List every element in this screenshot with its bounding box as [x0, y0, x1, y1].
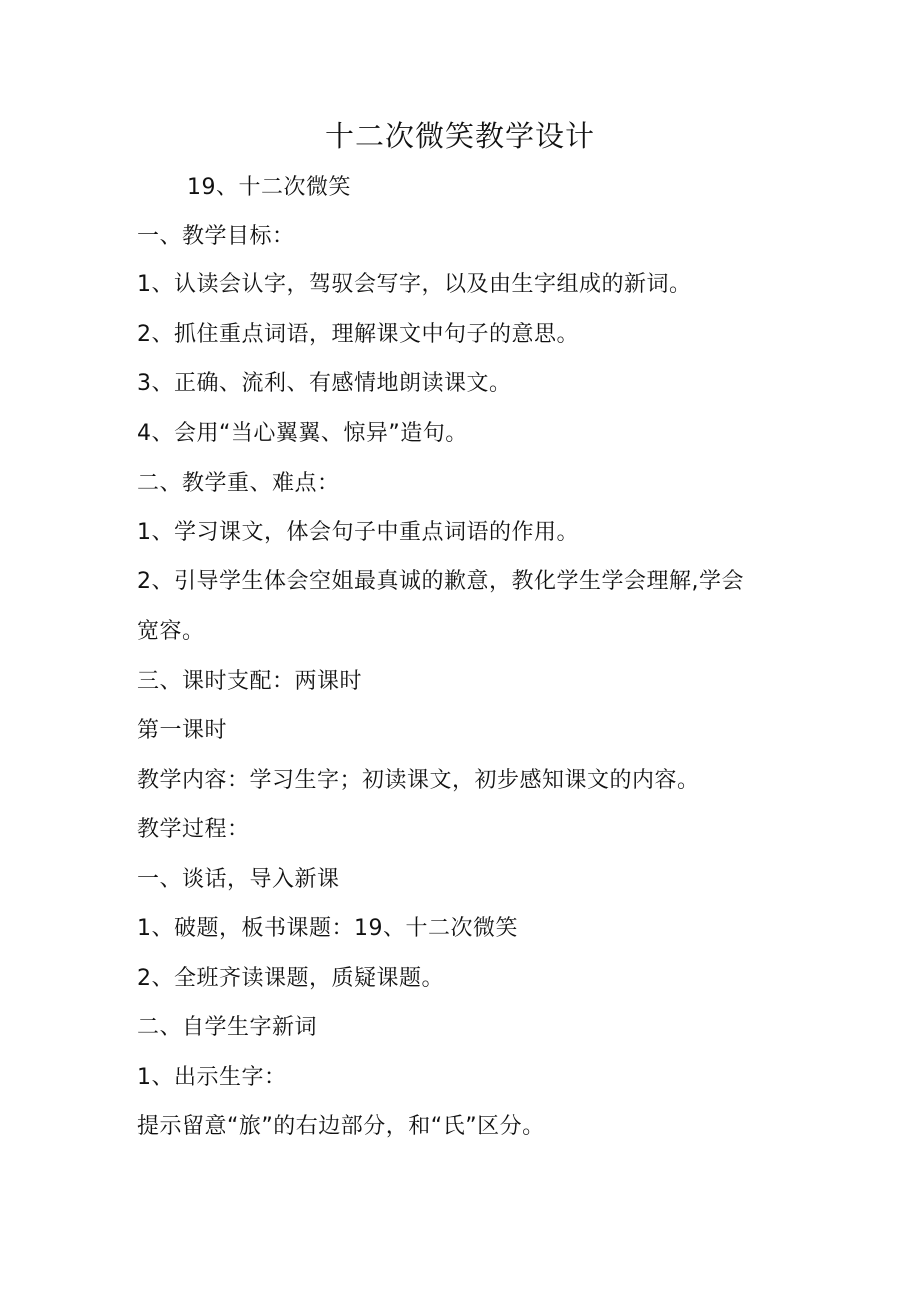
teaching-content: 教学内容：学习生字；初读课文，初步感知课文的内容。 [137, 768, 700, 793]
process-item: 2、全班齐读课题，质疑课题。 [137, 966, 444, 991]
process-note: 提示留意“旅”的右边部分，和“氏”区分。 [137, 1114, 545, 1139]
lesson-heading: 19、十二次微笑 [187, 175, 351, 200]
section-heading-key-points: 二、教学重、难点： [137, 471, 340, 496]
lesson-period-heading: 第一课时 [137, 718, 228, 743]
key-point-item: 2、引导学生体会空姐最真诚的歉意，教化学生学会理解,学会 [137, 569, 744, 594]
objective-item: 3、正确、流利、有感情地朗读课文。 [137, 371, 512, 396]
objective-item: 1、认读会认字，驾驭会写字，以及由生字组成的新词。 [137, 272, 692, 297]
objective-item: 4、会用“当心翼翼、惊异”造句。 [137, 421, 468, 446]
objective-item: 2、抓住重点词语，理解课文中句子的意思。 [137, 322, 579, 347]
process-step-heading: 一、谈话，导入新课 [137, 867, 340, 892]
key-point-item-continued: 宽容。 [137, 619, 205, 644]
key-point-item: 1、学习课文，体会句子中重点词语的作用。 [137, 520, 579, 545]
process-step-heading: 二、自学生字新词 [137, 1015, 318, 1040]
document-title: 十二次微笑教学设计 [324, 119, 595, 153]
section-heading-schedule: 三、课时支配：两课时 [137, 669, 363, 694]
process-item: 1、破题，板书课题：19、十二次微笑 [137, 916, 518, 941]
teaching-process-heading: 教学过程： [137, 817, 250, 842]
process-item: 1、出示生字： [137, 1065, 287, 1090]
section-heading-objectives: 一、教学目标： [137, 224, 295, 249]
